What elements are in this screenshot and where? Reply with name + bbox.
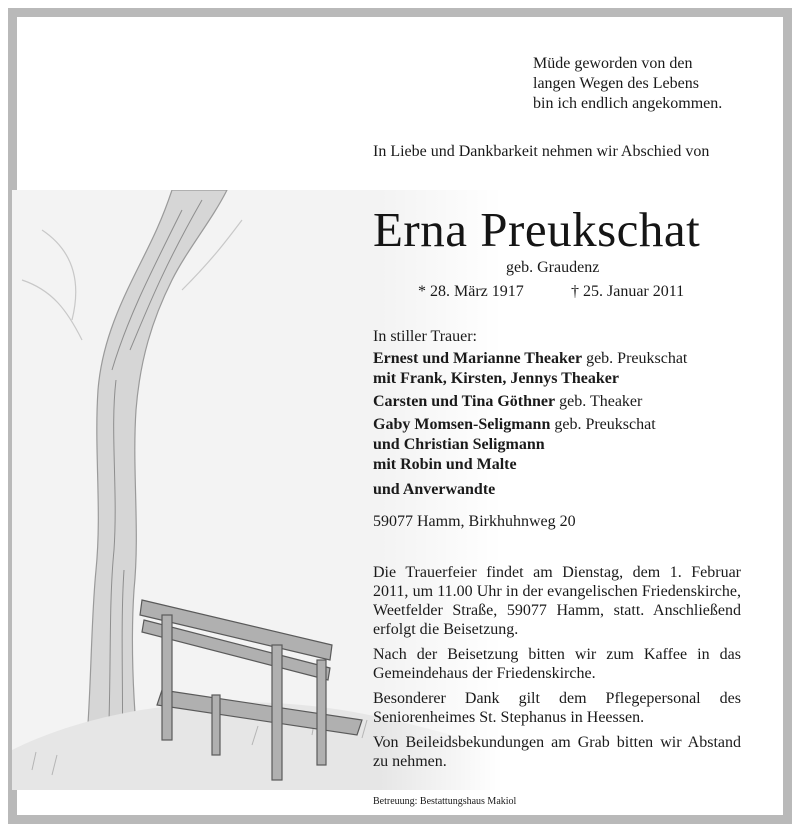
info-paragraph: Von Beileidsbekundungen am Grab bitten wir Abstand zu nehmen. (373, 734, 741, 770)
mourner-name: und Christian Seligmann (373, 436, 545, 453)
mourner-name: mit Frank, Kirsten, Jennys Theaker (373, 370, 619, 387)
mourners-list (373, 349, 753, 500)
family-address: 59077 Hamm, Birkhuhnweg 20 (373, 513, 576, 530)
mourner-entry (373, 435, 753, 455)
maiden-name: geb. Graudenz (506, 259, 600, 276)
deceased-name: Erna Preukschat (373, 202, 701, 257)
info-paragraph: Die Trauerfeier findet am Dienstag, dem 1. Februar 2011, um 11.00 Uhr in der evangelischen Friedenskirche, Weetfelder Straße, 59077 Hamm, statt. Anschließend erfolgt die Beisetzung. (373, 564, 741, 638)
poem-line: bin ich endlich angekommen. (533, 95, 723, 112)
mourner-entry (373, 392, 753, 412)
birth-date: * 28. März 1917 (418, 283, 524, 300)
mourner-entry (373, 349, 753, 369)
poem-line: Müde geworden von den (533, 55, 693, 72)
mourner-name: Ernest und Marianne Theaker (373, 350, 583, 367)
poem (533, 54, 722, 114)
mourner-note: geb. Preukschat (582, 350, 688, 367)
mourner-entry (373, 369, 753, 389)
info-paragraph: Besonderer Dank gilt dem Pflegepersonal des Seniorenheimes St. Stephanus in Heessen. (373, 690, 741, 726)
farewell-intro: In Liebe und Dankbarkeit nehmen wir Abschied von (373, 143, 710, 160)
mourner-name: mit Robin und Malte (373, 456, 517, 473)
funeral-home-credit: Betreuung: Bestattungshaus Makiol (373, 796, 517, 807)
funeral-information (373, 563, 741, 777)
death-date: † 25. Januar 2011 (571, 283, 685, 300)
mourner-entry (373, 455, 753, 475)
info-paragraph: Nach der Beisetzung bitten wir zum Kaffee in das Gemeindehaus der Friedenskirche. (373, 646, 741, 682)
mourner-name: Carsten und Tina Göthner (373, 393, 556, 410)
poem-line: langen Wegen des Lebens (533, 75, 699, 92)
mourner-note: geb. Theaker (555, 393, 643, 410)
mourners-intro: In stiller Trauer: (373, 328, 477, 345)
mourner-name: Gaby Momsen-Seligmann (373, 416, 551, 433)
mourner-name: und Anverwandte (373, 481, 496, 498)
mourner-entry (373, 480, 753, 500)
mourner-note: geb. Preukschat (550, 416, 656, 433)
mourner-entry (373, 415, 753, 435)
